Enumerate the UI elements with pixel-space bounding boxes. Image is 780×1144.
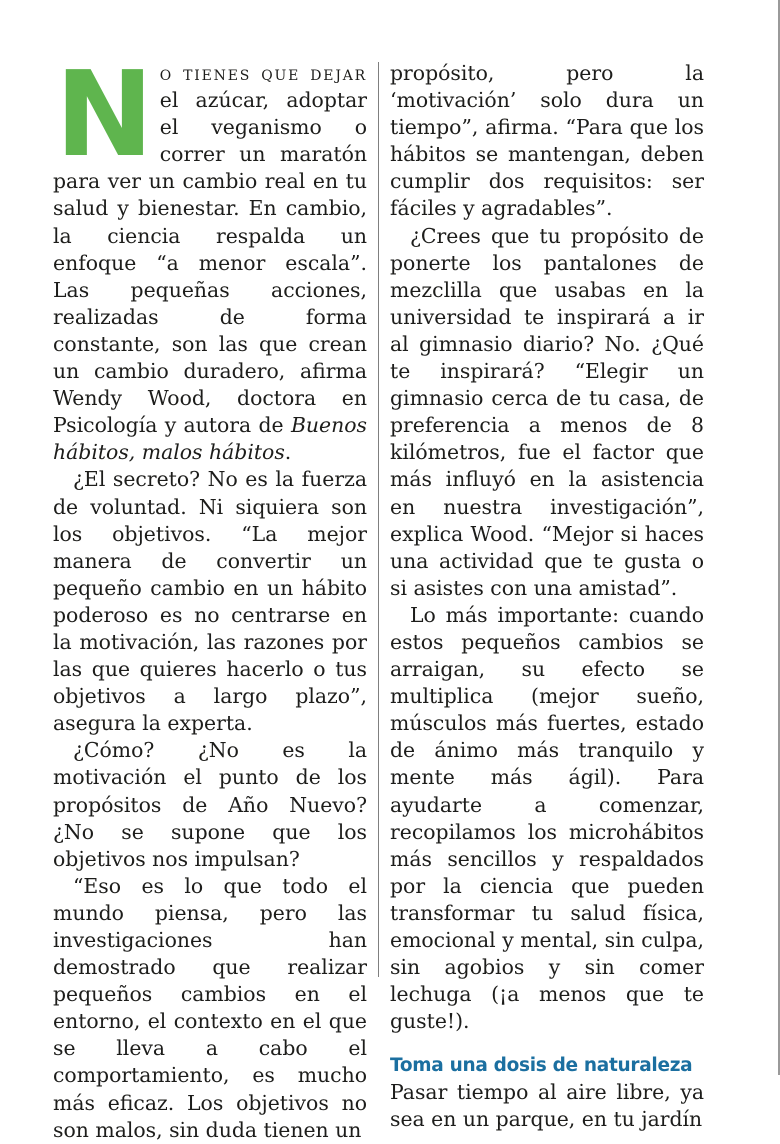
paragraph-6: Lo más importante: cuando estos pequeños cambios se arraigan, su efecto se multiplica (mejor sueño, músculos más fuertes, estado de ánimo más tranquilo y mente más ágil). Para ayudarte a comenzar, recopilamos los microhábitos más sencillos y respaldados por la ciencia que pueden transformar tu salud física, emocional y mental, sin culpa, sin agobios y sin comer lechuga (¡a menos que te guste!). (390, 602, 704, 1034)
section-subheading: Toma una dosis de naturaleza (390, 1055, 693, 1077)
paragraph-2: ¿El secreto? No es la fuerza de voluntad. Ni siquiera son los objetivos. “La mejor manera de convertir un pequeño cambio en un hábito poderoso es no centrarse en la motivación, las razones por las que quieres hacerlo o tus objetivos a largo plazo”, asegura la experta. (53, 467, 367, 736)
paragraph-4: “Eso es lo que todo el mundo piensa, pero las investigaciones han demostrado que realizar pequeños cambios en el entorno, el contexto en el que se lleva a cabo el comportamiento, es mucho más eficaz. Los objetivos no son malos, sin duda tienen un (53, 873, 367, 1142)
lead-text: el azúcar, adoptar el veganismo o correr un maratón para ver un cambio real en tu salud y bienestar. En cambio, la ciencia respalda un enfoque “a menor escala”. Las pequeñas acciones, realizadas de forma constante, son las que crean un cambio duradero, afirma Wendy Wood, doctora en Psicología y autora de (53, 88, 367, 438)
paragraph-4-continued: propósito, pero la ‘motivación’ solo dura un tiempo”, afirma. “Para que los hábitos se mantengan, deben cumplir dos requisitos: ser fáciles y agradables”. (390, 61, 704, 221)
paragraph-5: ¿Crees que tu propósito de ponerte los pantalones de mezclilla que usabas en la universidad te inspirará a ir al gimnasio diario? No. ¿Qué te inspirará? “Elegir un gimnasio cerca de tu casa, de preferencia a menos de 8 kilómetros, fue el factor que más influyó en la asistencia en nuestra investigación”, explica Wood. “Mejor si haces una actividad que te gusta o si asistes con una amistad”. (390, 223, 704, 600)
lead-small-caps: o tienes que dejar (159, 61, 367, 85)
paragraph-3: ¿Cómo? ¿No es la motivación el punto de los propósitos de Año Nuevo? ¿No se supone que los objetivos nos impulsan? (53, 738, 367, 871)
left-column (53, 45, 367, 1144)
paragraph-lead (53, 45, 367, 466)
book-title: Buenos hábitos, malos hábitos (53, 413, 367, 465)
paragraph-7: Pasar tiempo al aire libre, ya sea en un parque, en tu jardín (390, 1080, 704, 1132)
drop-cap: N (55, 45, 152, 183)
right-column (390, 60, 704, 1134)
column-divider (378, 62, 379, 977)
lead-end: . (284, 440, 292, 465)
